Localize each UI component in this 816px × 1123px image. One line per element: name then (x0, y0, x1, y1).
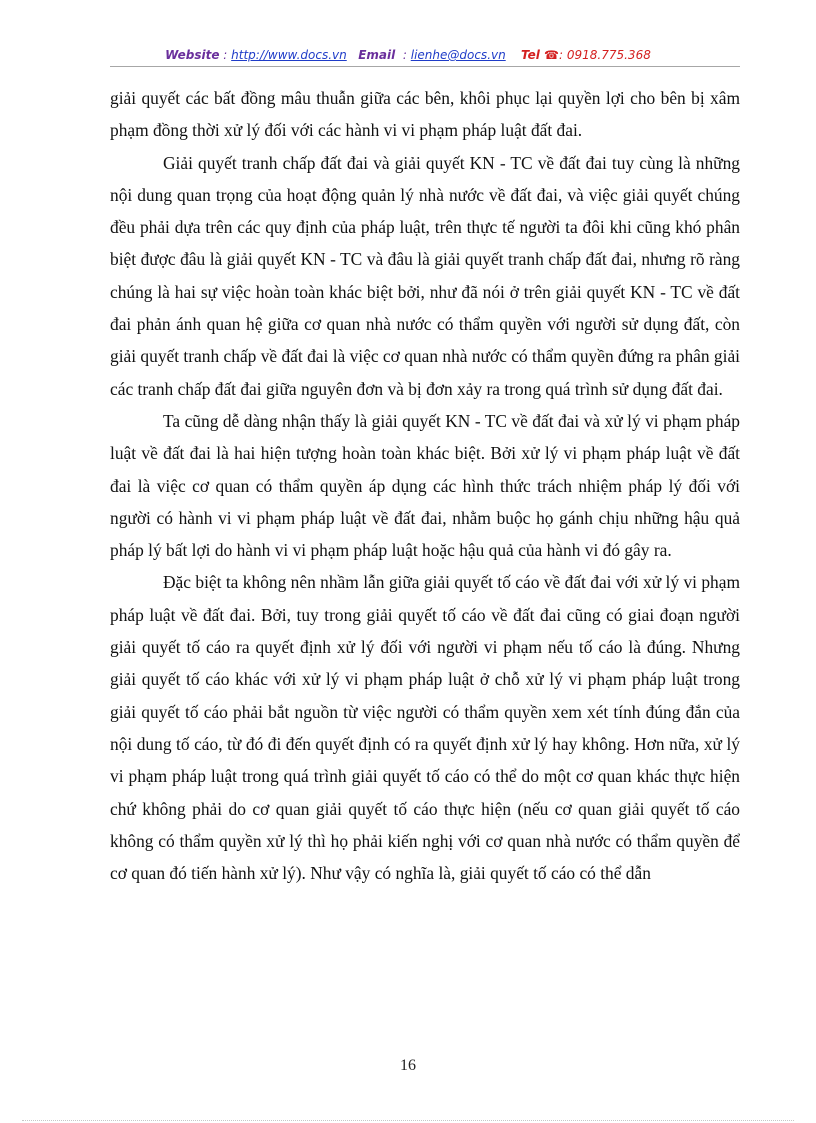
header-divider (110, 66, 740, 67)
page-header: Website : http://www.docs.vn Email : lienhe@docs.vn Tel ☎: 0918.775.368 (165, 48, 651, 62)
email-label: Email (358, 48, 396, 62)
paragraph: Ta cũng dễ dàng nhận thấy là giải quyết KN - TC về đất đai và xử lý vi phạm pháp luật về đất đai là hai hiện tượng hoàn toàn khác biệt. Bởi xử lý vi phạm pháp luật về đất đai là việc cơ quan có thẩm quyền áp dụng các hình thức trách nhiệm pháp lý đối với người có hành vi vi phạm pháp luật về đất đai, nhằm buộc họ gánh chịu những hậu quả pháp lý bất lợi do hành vi vi phạm pháp luật hoặc hậu quả của hành vi đó gây ra. (110, 410, 740, 561)
document-body (110, 82, 740, 889)
paragraph: Đặc biệt ta không nên nhầm lẫn giữa giải quyết tố cáo về đất đai với xử lý vi phạm pháp luật về đất đai. Bởi, tuy trong giải quyết tố cáo về đất đai cũng có giai đoạn người giải quyết tố cáo ra quyết định xử lý đối với người vi phạm nếu tố cáo là đúng. Nhưng giải quyết tố cáo khác với xử lý vi phạm pháp luật ở chỗ xử lý vi phạm pháp luật trong giải quyết tố cáo phải bắt nguồn từ việc người có thẩm quyền xem xét tính đúng đắn của nội dung tố cáo, từ đó đi đến quyết định có ra quyết định xử lý hay không. Hơn nữa, xử lý vi phạm pháp luật trong quá trình giải quyết tố cáo có thể do một cơ quan khác thực hiện chứ không phải do cơ quan giải quyết tố cáo thực hiện (nếu cơ quan giải quyết tố cáo không có thẩm quyền xử lý thì họ phải kiến nghị với cơ quan nhà nước có thẩm quyền để cơ quan đó tiến hành xử lý). Như vậy có nghĩa là, giải quyết tố cáo có thể dẫn (110, 572, 740, 884)
website-link[interactable]: http://www.docs.vn (231, 48, 347, 62)
website-label: Website (165, 48, 220, 62)
page-bottom-border (22, 1120, 794, 1121)
paragraph: Giải quyết tranh chấp đất đai và giải quyết KN - TC về đất đai tuy cùng là những nội dung quan trọng của hoạt động quản lý nhà nước về đất đai, và việc giải quyết chúng đều phải dựa trên các quy định của pháp luật, trên thực tế người ta đôi khi cũng khó phân biệt được đâu là giải quyết KN - TC và đâu là giải quyết tranh chấp đất đai, nhưng rõ ràng chúng là hai sự việc hoàn toàn khác biệt bởi, như đã nói ở trên giải quyết KN - TC về đất đai phản ánh quan hệ giữa cơ quan nhà nước có thẩm quyền với người sử dụng đất, còn giải quyết tranh chấp về đất đai là việc cơ quan nhà nước có thẩm quyền đứng ra phân giải các tranh chấp đất đai giữa nguyên đơn và bị đơn xảy ra trong quá trình sử dụng đất đai. (110, 152, 740, 399)
tel-label: Tel ☎ (520, 48, 559, 62)
email-link[interactable]: lienhe@docs.vn (410, 48, 506, 62)
page-number: 16 (400, 1057, 416, 1074)
paragraph-continuation: giải quyết các bất đồng mâu thuẫn giữa các bên, khôi phục lại quyền lợi cho bên bị xâm phạm đồng thời xử lý đối với các hành vi vi phạm pháp luật đất đai. (110, 88, 740, 141)
tel-number: : 0918.775.368 (559, 48, 651, 62)
